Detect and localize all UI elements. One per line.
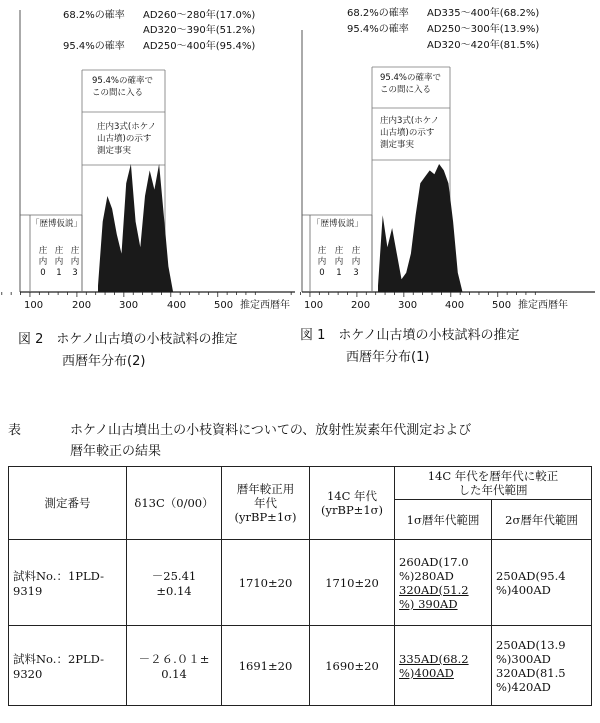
fact-note: 測定事実: [380, 140, 415, 150]
tick-label: 100: [304, 300, 324, 311]
cell-sigma1: 335AD(68.2 %)400AD: [395, 626, 492, 706]
header-calib: 暦年較正用 年代 (yrBP±1σ): [222, 467, 310, 540]
range-note: 95.4%の確率で: [380, 73, 442, 83]
range-note: この間に入る: [92, 88, 144, 98]
cell-c14: 1690±20: [310, 626, 395, 706]
cell-delta: －25.41 ±0.14: [127, 540, 222, 626]
phase-label-1: 庄 内 1: [54, 246, 64, 278]
table-caption-line1: ホケノ山古墳出土の小枝資料についての、放射性炭素年代測定および: [70, 423, 472, 438]
table-row: [9, 540, 592, 626]
phase-label-0: 庄 内 0: [317, 246, 327, 278]
hypothesis-label: 「歴博仮説」: [31, 219, 83, 229]
tick-label: 100: [24, 300, 44, 311]
cell-sigma1: 260AD(17.0 %)280AD 320AD(51.2 %) 390AD: [395, 540, 492, 626]
phase-label-1: 庄 内 1: [334, 246, 344, 278]
axis-unit: 推定西暦年: [240, 300, 290, 311]
table-label: 表: [8, 423, 22, 438]
stat-value: AD250～400年(95.4%): [143, 41, 256, 52]
phase-label-0: 庄 内 0: [38, 246, 48, 278]
range-note: この間に入る: [380, 85, 432, 95]
distribution-area: [98, 164, 173, 292]
results-table: [8, 466, 592, 706]
cell-sigma2: 250AD(95.4 %)400AD: [492, 540, 592, 626]
range-note: 95.4%の確率で: [92, 76, 154, 86]
fact-note: 測定事実: [97, 146, 132, 156]
cell-calib: 1710±20: [222, 540, 310, 626]
fact-note: 山古墳)の示す: [380, 128, 435, 138]
figure-1-caption-line1: 図 1 ホケノ山古墳の小枝試料の推定: [300, 328, 520, 343]
tick-label: 400: [445, 300, 465, 311]
fact-note: 山古墳)の示す: [97, 134, 152, 144]
cell-sigma2: 250AD(13.9 %)300AD 320AD(81.5 %)420AD: [492, 626, 592, 706]
tick-label: 200: [72, 300, 92, 311]
cell-calib: 1691±20: [222, 626, 310, 706]
fact-note: 庄内3式(ホケノ: [97, 122, 157, 132]
stat-label: 68.2%の確率: [347, 8, 409, 19]
hypothesis-label: 「歴博仮説」: [312, 219, 364, 229]
table-caption-line2: 暦年較正の結果: [70, 444, 162, 459]
tick-label: 300: [119, 300, 139, 311]
header-group: 14C 年代を暦年代に較正 した年代範囲: [395, 467, 592, 500]
tick-label: 500: [492, 300, 512, 311]
figure-2-caption-line1: 図 2 ホケノ山古墳の小枝試料の推定: [18, 332, 238, 347]
cell-c14: 1710±20: [310, 540, 395, 626]
phase-label-2: 庄 内 3: [351, 246, 361, 278]
axis-unit: 推定西暦年: [518, 300, 568, 311]
stat-label: 68.2%の確率: [63, 10, 125, 21]
header-sigma1: 1σ暦年代範囲: [395, 500, 492, 540]
header-id: 測定番号: [9, 467, 127, 540]
stat-label: 95.4%の確率: [63, 41, 125, 52]
figure-2-caption-line2: 西暦年分布(2): [62, 354, 146, 369]
header-delta: δ13C（0/00）: [127, 467, 222, 540]
header-sigma2: 2σ暦年代範囲: [492, 500, 592, 540]
tick-label: 300: [398, 300, 418, 311]
table-row: [9, 626, 592, 706]
fact-note: 庄内3式(ホケノ: [380, 116, 440, 126]
figure-1-caption-line2: 西暦年分布(1): [346, 350, 430, 365]
phase-label-2: 庄 内 3: [70, 246, 80, 278]
stat-value: AD260～280年(17.0%): [143, 10, 256, 21]
stat-value: AD320～390年(51.2%): [143, 25, 256, 36]
tick-label: 400: [167, 300, 187, 311]
cell-id: 試料No.：1PLD- 9319: [9, 540, 127, 626]
stat-value: AD250～300年(13.9%): [427, 24, 540, 35]
header-c14: 14C 年代 (yrBP±1σ): [310, 467, 395, 540]
cell-id: 試料No.：2PLD- 9320: [9, 626, 127, 706]
tick-label: 500: [214, 300, 234, 311]
stat-label: 95.4%の確率: [347, 24, 409, 35]
stat-value: AD320～420年(81.5%): [427, 40, 540, 51]
cell-delta: －２６.０１± 0.14: [127, 626, 222, 706]
stat-value: AD335～400年(68.2%): [427, 8, 540, 19]
tick-label: 200: [351, 300, 371, 311]
